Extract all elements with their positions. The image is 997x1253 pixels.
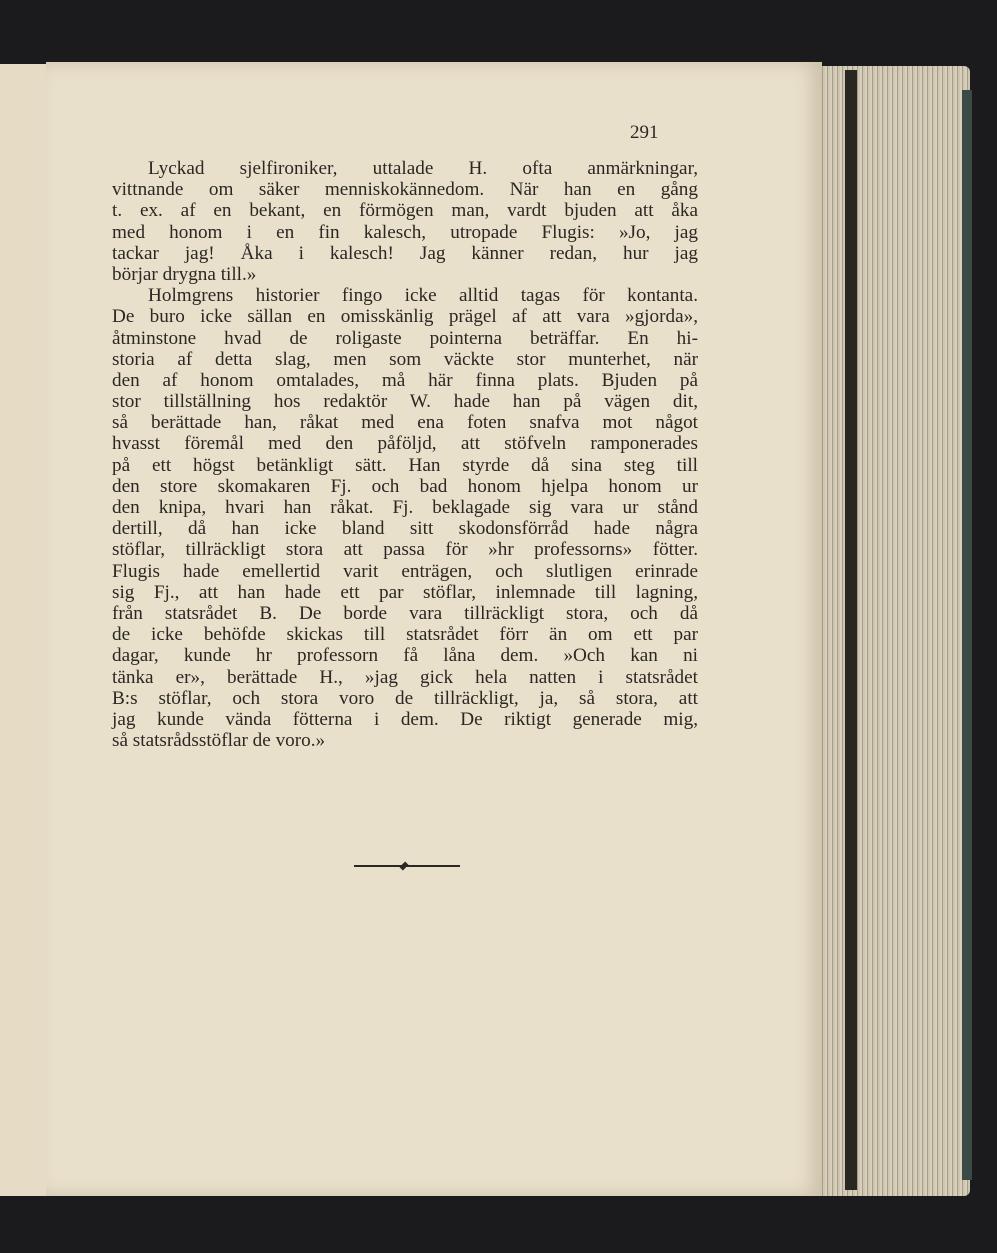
text-line: storia af detta slag, men som väckte stor munterhet, när xyxy=(112,348,698,370)
text-line: den knipa, hvari han råkat. Fj. beklagade sig vara ur stånd xyxy=(112,497,698,518)
text-line: Holmgrens historier fingo icke alltid tagas för kontanta. xyxy=(148,285,698,307)
text-line: tackar jag! Åka i kalesch! Jag känner redan, hur jag xyxy=(112,242,698,264)
text-line: dagar, kunde hr professorn få låna dem. »Och kan ni xyxy=(112,645,698,667)
text-line: tänka er», berättade H., »jag gick hela natten i statsrådet xyxy=(112,666,698,688)
text-line: jag kunde vända fötterna i dem. De riktigt generade mig, xyxy=(112,708,698,730)
text-line: t. ex. af en bekant, en förmögen man, vardt bjuden att åka xyxy=(112,200,698,222)
section-divider-ornament xyxy=(354,865,460,867)
text-line: stor tillställning hos redaktör W. hade han på vägen dit, xyxy=(112,391,698,413)
text-line: börjar drygna till.» xyxy=(112,263,257,285)
page-number: 291 xyxy=(630,122,659,143)
text-line: Lyckad sjelfironiker, uttalade H. ofta anmärkningar, xyxy=(148,158,698,179)
text-line: så statsrådsstöflar de voro.» xyxy=(112,730,326,752)
text-line: dertill, då han icke bland sitt skodonsförråd hade några xyxy=(112,518,698,540)
text-line: De buro icke sällan en omisskänlig prägel af att vara »gjorda», xyxy=(112,306,698,328)
text-line: den af honom omtalades, må här finna plats. Bjuden på xyxy=(112,369,698,391)
text-line: den store skomakaren Fj. och bad honom hjelpa honom ur xyxy=(112,475,698,497)
text-line: B:s stöflar, och stora voro de tillräckligt, ja, så stora, att xyxy=(112,687,698,709)
text-line: åtminstone hvad de roligaste pointerna beträffar. En hi- xyxy=(112,327,698,349)
text-line: hvasst föremål med den påföljd, att stöfveln ramponerades xyxy=(112,433,698,455)
text-line: Flugis hade emellertid varit enträgen, och slutligen erinrade xyxy=(112,560,698,582)
text-line: så berättade han, råkat med ena foten snafva mot något xyxy=(112,412,698,434)
text-line: med honom i en fin kalesch, utropade Flugis: »Jo, jag xyxy=(112,221,698,243)
text-line: stöflar, tillräckligt stora att passa för »hr professorns» fötter. xyxy=(112,539,698,561)
text-line: från statsrådet B. De borde vara tillräckligt stora, och då xyxy=(112,602,698,624)
body-text xyxy=(112,158,698,751)
text-line: vittnande om säker menniskokännedom. När han en gång xyxy=(112,179,698,201)
text-line: de icke behöfde skickas till statsrådet förr än om ett par xyxy=(112,624,698,646)
page-gap-shadow xyxy=(845,70,857,1190)
page-edges xyxy=(810,66,970,1196)
text-line: på ett högst betänkligt sätt. Han styrde då sina steg till xyxy=(112,454,698,476)
book-cover-edge xyxy=(962,90,972,1180)
text-line: sig Fj., att han hade ett par stöflar, inlemnade till lagning, xyxy=(112,581,698,603)
